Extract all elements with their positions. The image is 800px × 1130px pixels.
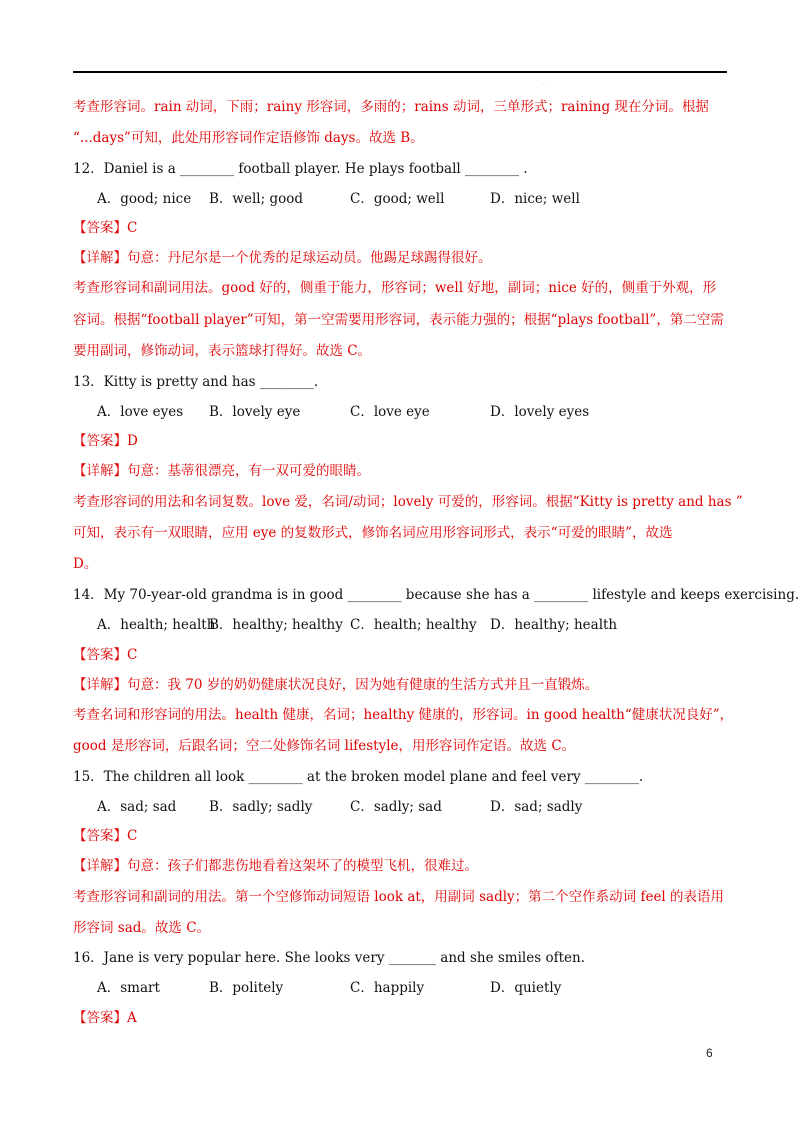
question-stem: 16．Jane is very popular here. She looks very _______ and she smiles often. <box>73 950 585 966</box>
explanation-line: 考查形容词和副词用法。good 好的，侧重于能力，形容词；well 好地，副词；nice 好的，侧重于外观，形 <box>73 280 717 296</box>
option-a: A．smart <box>97 980 160 996</box>
explanation-line: 考查名词和形容词的用法。health 健康，名词；healthy 健康的，形容词。in good health“健康状况良好”， <box>73 707 734 723</box>
answer-label: 【答案】C <box>73 220 138 236</box>
header-mark: . <box>543 79 545 86</box>
explanation-line: “...days”可知，此处用形容词作定语修饰 days。故选 B。 <box>73 130 424 146</box>
question-stem: 15．The children all look ________ at the broken model plane and feel very ________. <box>73 769 644 785</box>
explanation-line: D。 <box>73 556 98 572</box>
option-a: A．sad; sad <box>97 799 177 815</box>
explanation-line: 要用副词，修饰动词，表示篮球打得好。故选 C。 <box>73 343 372 359</box>
explanation-line: 形容词 sad。故选 C。 <box>73 920 211 936</box>
explanation-line: 【详解】句意：丹尼尔是一个优秀的足球运动员。他踢足球踢得很好。 <box>73 250 492 266</box>
option-c: C．happily <box>350 980 425 996</box>
question-stem: 14．My 70-year-old grandma is in good ________ because she has a ________ lifestyle and keeps exercising. <box>73 587 800 603</box>
option-a: A．health; health <box>97 617 216 633</box>
option-d: D．healthy; health <box>490 617 618 633</box>
explanation-line: 容词。根据“football player”可知，第一空需要用形容词，表示能力强的；根据“plays football”，第二空需 <box>73 312 724 328</box>
option-d: D．quietly <box>490 980 562 996</box>
option-a: A．love eyes <box>97 404 184 420</box>
page-number: 6 <box>706 1046 713 1060</box>
explanation-line: 【详解】句意：我 70 岁的奶奶健康状况良好，因为她有健康的生活方式并且一直锻炼。 <box>73 677 599 693</box>
explanation-line: 考查形容词。rain 动词，下雨；rainy 形容词，多雨的；rains 动词，三单形式；raining 现在分词。根据 <box>73 99 709 115</box>
option-c: C．love eye <box>350 404 430 420</box>
option-b: B．healthy; healthy <box>209 617 343 633</box>
answer-label: 【答案】C <box>73 828 138 844</box>
option-a: A．good; nice <box>97 191 192 207</box>
explanation-line: 【详解】句意：基蒂很漂亮，有一双可爱的眼睛。 <box>73 463 370 479</box>
explanation-line: 考查形容词的用法和名词复数。love 爱，名词/动词；lovely 可爱的，形容词。根据“Kitty is pretty and has ” <box>73 494 743 510</box>
option-b: B．politely <box>209 980 284 996</box>
option-b: B．lovely eye <box>209 404 301 420</box>
option-b: B．well; good <box>209 191 303 207</box>
answer-label: 【答案】C <box>73 647 138 663</box>
explanation-line: 【详解】句意：孩子们都悲伤地看着这架坏了的模型飞机，很难过。 <box>73 858 478 874</box>
question-stem: 13．Kitty is pretty and has ________. <box>73 374 319 390</box>
option-d: D．lovely eyes <box>490 404 590 420</box>
option-c: C．health; healthy <box>350 617 477 633</box>
explanation-line: good 是形容词，后跟名词；空二处修饰名词 lifestyle，用形容词作定语。故选 C。 <box>73 738 576 754</box>
explanation-line: 可知，表示有一双眼睛，应用 eye 的复数形式，修饰名词应用形容词形式，表示“可爱的眼睛”，故选 <box>73 525 673 541</box>
option-d: D．nice; well <box>490 191 580 207</box>
explanation-line: 考查形容词和副词的用法。第一个空修饰动词短语 look at，用副词 sadly；第二个空作系动词 feel 的表语用 <box>73 889 725 905</box>
answer-label: 【答案】D <box>73 433 138 449</box>
header-rule <box>73 71 727 73</box>
option-c: C．sadly; sad <box>350 799 442 815</box>
option-c: C．good; well <box>350 191 445 207</box>
option-d: D．sad; sadly <box>490 799 583 815</box>
option-b: B．sadly; sadly <box>209 799 313 815</box>
answer-label: 【答案】A <box>73 1010 137 1026</box>
question-stem: 12．Daniel is a ________ football player. He plays football ________ . <box>73 161 528 177</box>
